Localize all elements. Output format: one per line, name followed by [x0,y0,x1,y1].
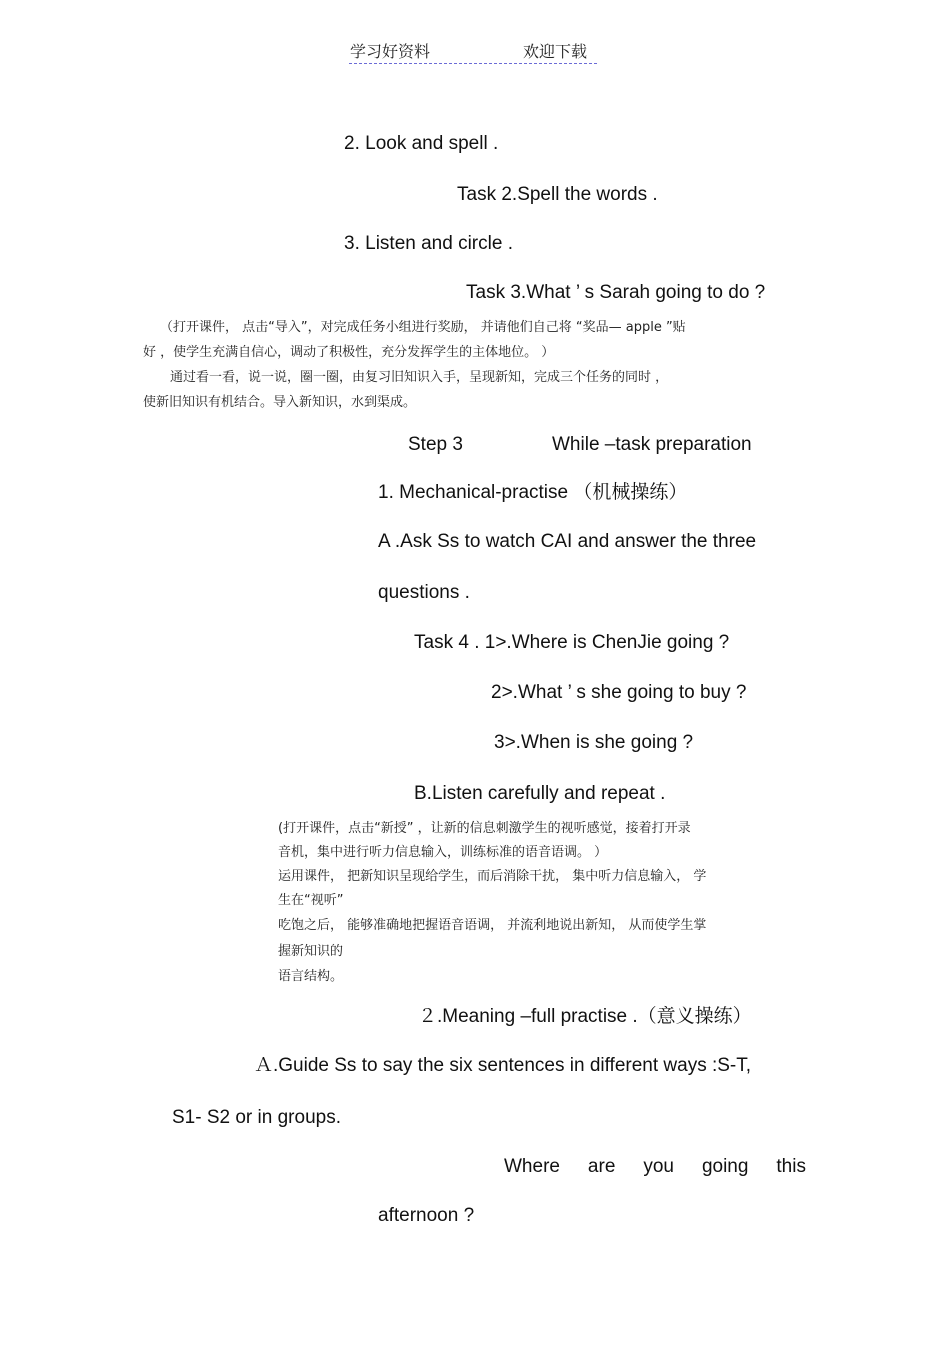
header-left-text: 学习好资料 [350,42,431,61]
while-task-heading: While –task preparation [552,434,752,455]
this-word: this [776,1156,806,1177]
note1-line-d: 使新旧知识有机结合。导入新知识，水到渠成。 [143,395,417,410]
task2-line: Task 2.Spell the words . [457,184,658,205]
task4-question1: Task 4 . 1>.Where is ChenJie going ? [414,632,730,653]
task3-line: Task 3.What ’ s Sarah going to do ? [466,282,766,303]
note2-line-e: 吃饱之后， 能够准确地把握语音语调， 并流利地说出新知， 从而使学生掌 [278,918,707,933]
ask-ss-line-b: questions . [378,582,470,603]
note1-line-a: （打开课件， 点击“导入”，对完成任务小组进行奖励， 并请他们自己将 “奖品— apple ”贴 [160,320,686,335]
are-word: are [587,1156,616,1177]
note2-line-c: 运用课件， 把新知识呈现给学生，而后消除干扰， 集中听力信息输入， 学 [278,869,707,884]
mechanical-practise-line: 1. Mechanical-practise （机械操练） [378,482,688,503]
step3-label: Step 3 [408,434,463,455]
task4-question3: 3>.When is she going ? [494,732,694,753]
meaning-practise-line: ２.Meaning –full practise .（意义操练） [418,1006,752,1027]
note2-line-g: 语言结构。 [278,969,344,984]
listen-repeat-line: B.Listen carefully and repeat . [414,783,666,804]
note2-line-b: 音机，集中进行听力信息输入，训练标准的语音语调。 ） [278,845,608,860]
going-word: going [701,1156,749,1177]
header-right-text: 欢迎下载 [523,42,588,61]
header-dashed-rule [349,63,597,64]
look-and-spell-line: 2. Look and spell . [344,133,499,154]
note2-line-a: (打开课件，点击“新授” ，让新的信息刺激学生的视听感觉，接着打开录 [278,821,691,836]
note2-line-d: 生在“视听” [278,893,344,908]
ask-ss-line-a: A .Ask Ss to watch CAI and answer the three [378,531,757,552]
listen-and-circle-line: 3. Listen and circle . [344,233,513,254]
where-question-line [504,1157,806,1176]
afternoon-line: afternoon ? [378,1205,475,1226]
note1-line-b: 好 ，使学生充满自信心，调动了积极性，充分发挥学生的主体地位。 ） [143,345,555,360]
you-word: you [643,1156,674,1177]
note1-line-c: 通过看一看，说一说，圈一圈，由复习旧知识入手，呈现新知，完成三个任务的同时 ， [170,370,669,385]
where-word: Where [504,1156,560,1177]
guide-ss-line-a: Ａ.Guide Ss to say the six sentences in different ways :S-T, [254,1055,752,1076]
task4-question2: 2>.What ’ s she going to buy ? [491,682,747,703]
guide-ss-line-b: S1- S2 or in groups. [172,1107,341,1128]
note2-line-f: 握新知识的 [278,944,344,959]
